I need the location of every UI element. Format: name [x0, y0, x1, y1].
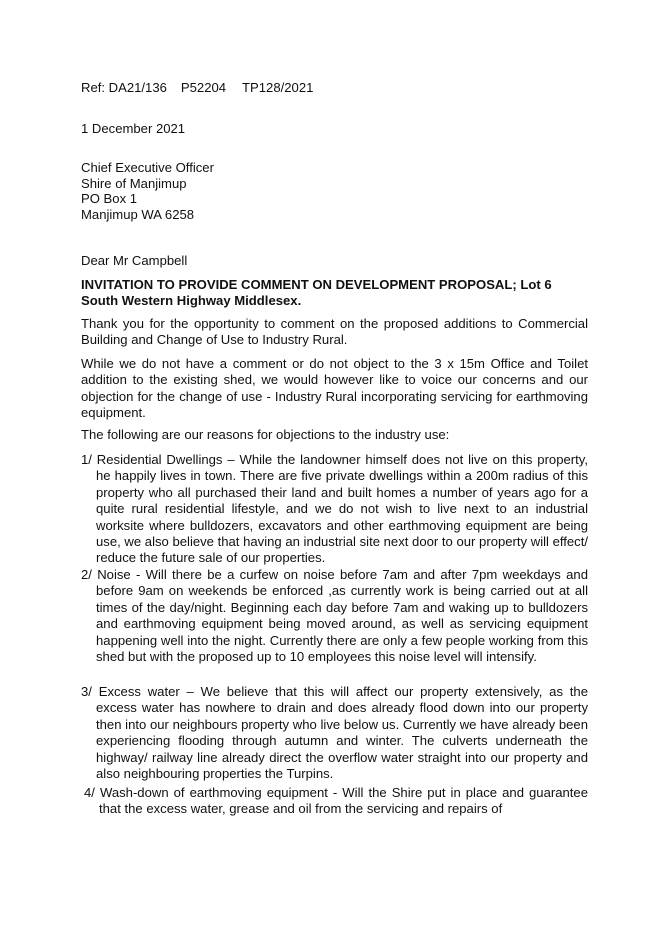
reference-line	[81, 80, 313, 96]
recipient-title: Chief Executive Officer	[81, 160, 214, 175]
paragraph-thanks: Thank you for the opportunity to comment on the proposed additions to Commercial Building and Change of Use to Industry Rural.	[81, 316, 588, 348]
objection-item-noise: 2/ Noise - Will there be a curfew on noise before 7am and after 7pm weekdays and before 9am on weekends be enforced ,as currently work is being carried out at all times of the day/night. Beginning each day before 7am and waking up to bulldozers and earthmoving equipment being moved around, as well as servicing equipment happening well into the night. Currently there are only a few people working from this shed but with the proposed up to 10 employees this noise level will intensify.	[81, 567, 588, 665]
objection-item-water: 3/ Excess water – We believe that this will affect our property extensively, as the excess water has nowhere to drain and does already flood down into our property then into our neighbours property who live below us. Currently we have already been experiencing flooding through autumn and winter. The culverts underneath the highway/ railway line already direct the overflow water straight into our property and also neighbouring properties the Turpins.	[81, 684, 588, 782]
recipient-po-box: PO Box 1	[81, 191, 138, 206]
salutation: Dear Mr Campbell	[81, 253, 188, 268]
recipient-town: Manjimup WA 6258	[81, 207, 195, 222]
subject-line-2: South Western Highway Middlesex.	[81, 293, 302, 308]
subject-line-1: INVITATION TO PROVIDE COMMENT ON DEVELOPMENT PROPOSAL; Lot 6	[81, 277, 552, 292]
reference-p: P52204	[180, 80, 227, 95]
objection-item-residential: 1/ Residential Dwellings – While the landowner himself does not live on this property, he happily lives in town. There are five private dwellings within a 200m radius of this property who all purchased their land and built homes a number of years ago for a quite rural residential lifestyle, and we do not wish to live next to an industrial worksite where bulldozers, excavators and other earthmoving equipment are being use, we also believe that having an industrial site next door to our property will effect/ reduce the future sale of our properties.	[81, 452, 588, 566]
paragraph-concerns: While we do not have a comment or do not object to the 3 x 15m Office and Toilet addition to the existing shed, we would however like to voice our concerns and our objection for the change of use - Industry Rural incorporating servicing for earthmoving equipment.	[81, 356, 588, 421]
objection-item-wash-down: 4/ Wash-down of earthmoving equipment - Will the Shire put in place and guarantee that the excess water, grease and oil from the servicing and repairs of	[84, 785, 588, 817]
paragraph-reasons-intro: The following are our reasons for objections to the industry use:	[81, 427, 450, 442]
letter-date: 1 December 2021	[81, 121, 186, 136]
reference-da: Ref: DA21/136	[81, 80, 167, 95]
recipient-organisation: Shire of Manjimup	[81, 176, 187, 191]
reference-tp: TP128/2021	[242, 80, 314, 95]
